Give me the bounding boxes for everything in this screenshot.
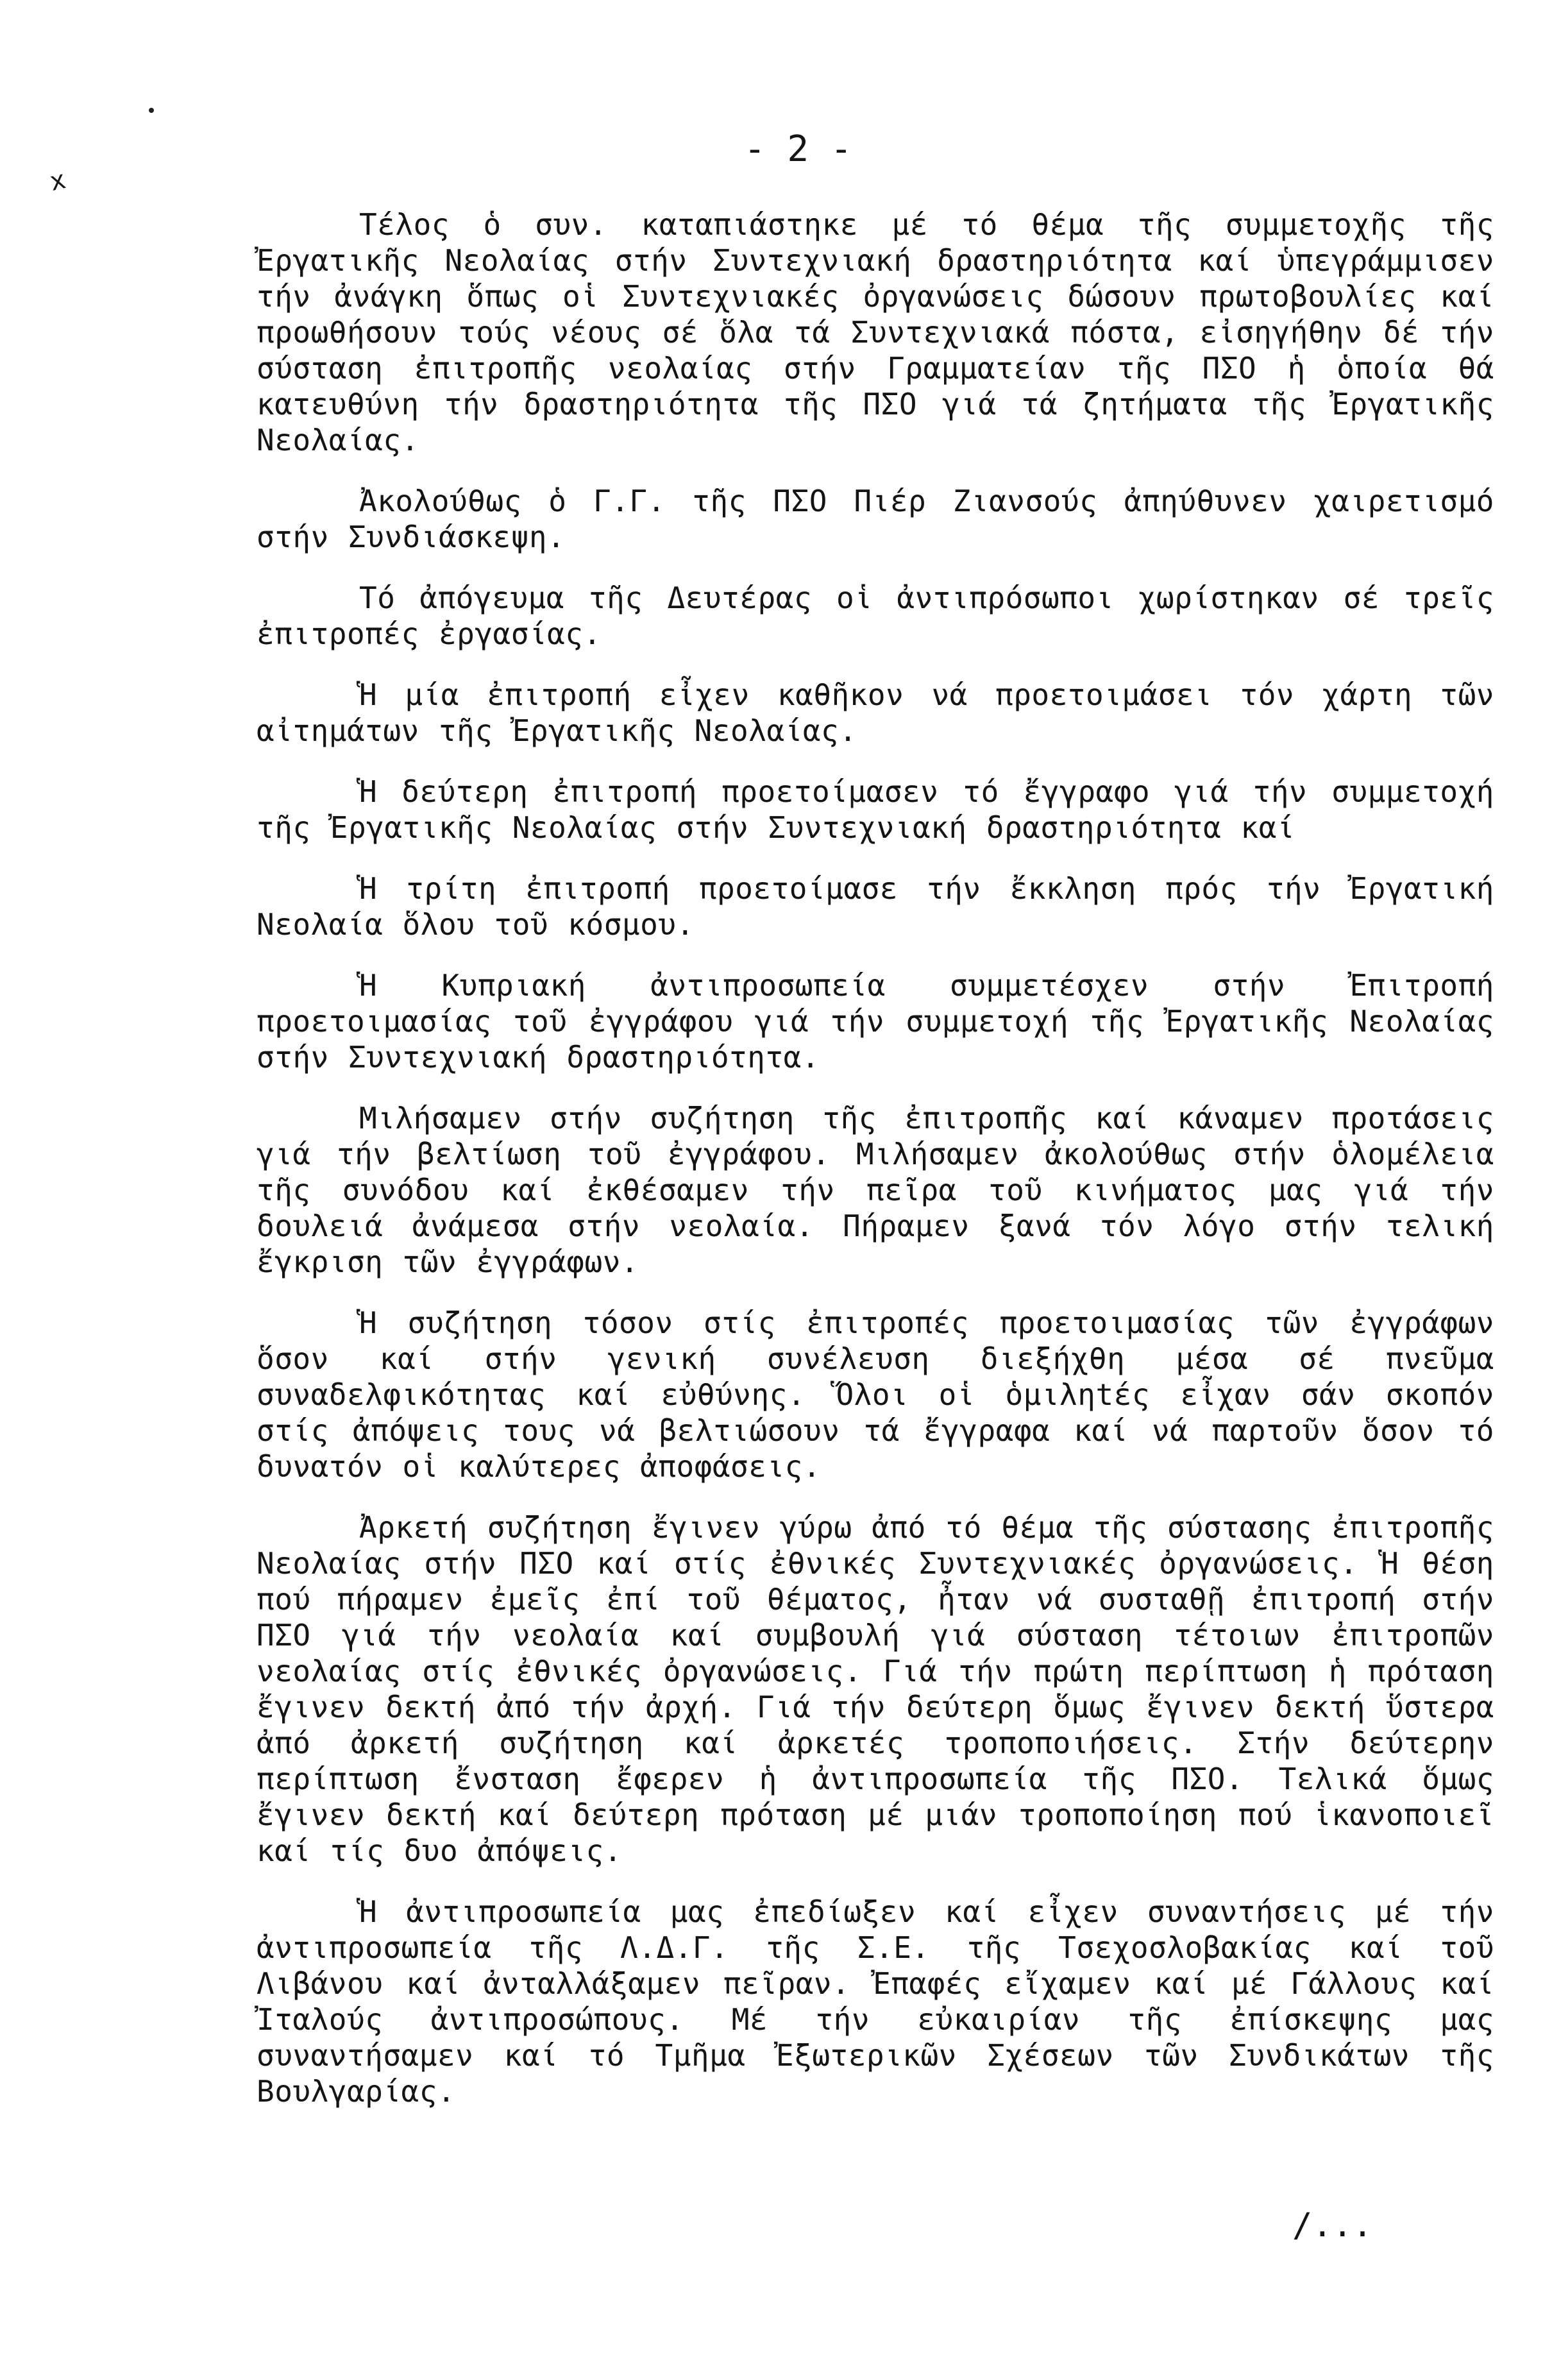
paragraph-7: Ἡ Κυπριακή ἀντιπροσωπεία συμμετέσχεν στήν Ἐπιτροπή προετοιμασίας τοῦ ἐγγράφου γιά τήν συμμετοχή τῆς Ἐργατικῆς Νεολαίας στήν Συντεχνιακή δραστηριότητα. [257,968,1494,1075]
paragraph-9: Ἡ συζήτηση τόσον στίς ἐπιτροπές προετοιμασίας τῶν ἐγγράφων ὅσον καί στήν γενική συνέλευση διεξήχθη μέσα σέ πνεῦμα συναδελφικότητας καί εὐθύνης. Ὅλοι οἱ ὁμιληtές εἶχαν σάν σκοπόν στίς ἀπόψεις τους νά βελτιώσουν τά ἔγγραφα καί νά παρτοῦν ὅσον τό δυνατόν οἱ καλύτερες ἀποφάσεις. [257,1305,1494,1484]
paragraph-6: Ἡ τρίτη ἐπιτροπή προετοίμασε τήν ἔκκληση πρός τήν Ἐργατική Νεολαία ὅλου τοῦ κόσμου. [257,871,1494,942]
paragraph-5: Ἡ δεύτερη ἐπιτροπή προετοίμασεν τό ἔγγραφο γιά τήν συμμετοχή τῆς Ἐργατικῆς Νεολαίας στήν Συντεχνιακή δραστηριότητα καί [257,774,1494,845]
paragraph-11: Ἡ ἀντιπροσωπεία μας ἐπεδίωξεν καί εἶχεν συναντήσεις μέ τήν ἀντιπροσωπεία τῆς Λ.Δ.Γ. τῆς Σ.Ε. τῆς Τσεχοσλοβακίας καί τοῦ Λιβάνου καί ἀνταλλάξαμεν πεῖραν. Ἐπαφές εἴχαμεν καί μέ Γάλλους καί Ἰταλούς ἀντιπροσώπους. Μέ τήν εὐκαιρίαν τῆς ἐπίσκεψης μας συναντήσαμεν καί τό Τμῆμα Ἐξωτερικῶν Σχέσεων τῶν Συνδικάτων τῆς Βουλγαρίας. [257,1894,1494,2109]
paragraph-1: Τέλος ὁ συν. καταπιάστηκε μέ τό θέμα τῆς συμμετοχῆς τῆς Ἐργατικῆς Νεολαίας στήν Συντεχνιακή δραστηριότητα καί ὑπεγράμμισεν τήν ἀνάγκη ὅπως οἱ Συντεχνιακές ὀργανώσεις δώσουν πρωτοβουλίες καί προωθήσουν τούς νέους σέ ὅλα τά Συντεχνιακά πόστα, εἰσηγήθην δέ τήν σύσταση ἐπιτροπῆς νεολαίας στήν Γραμματείαν τῆς ΠΣΟ ἡ ὁποία θά κατευθύνη τήν δραστηριότητα τῆς ΠΣΟ γιά τά ζητήματα τῆς Ἐργατικῆς Νεολαίας. [257,207,1494,457]
paragraph-10: Ἀρκετή συζήτηση ἔγινεν γύρω ἀπό τό θέμα τῆς σύστασης ἐπιτροπῆς Νεολαίας στήν ΠΣΟ καί στίς ἐθνικές Συντεχνιακές ὀργανώσεις. Ἡ θέση πού πήραμεν ἐμεῖς ἐπί τοῦ θέματος, ἦταν νά συσταθῇ ἐπιτροπή στήν ΠΣΟ γιά τήν νεολαία καί συμβουλή γιά σύσταση τέτοιων ἐπιτροπῶν νεολαίας στίς ἐθνικές ὀργανώσεις. Γιά τήν πρώτη περίπτωση ἡ πρόταση ἔγινεν δεκτή ἀπό τήν ἀρχή. Γιά τήν δεύτερη ὅμως ἔγινεν δεκτή ὕστερα ἀπό ἀρκετή συζήτηση καί ἀρκετές τροποποιήσεις. Στήν δεύτερην περίπτωση ἔνσταση ἔφερεν ἡ ἀντιπροσωπεία τῆς ΠΣΟ. Τελικά ὅμως ἔγινεν δεκτή καί δεύτερη πρόταση μέ μιάν τροποποίηση πού ἱκανοποιεῖ καί τίς δυο ἀπόψεις. [257,1510,1494,1868]
paragraph-3: Τό ἀπόγευμα τῆς Δευτέρας οἱ ἀντιπρόσωποι χωρίστηκαν σέ τρεῖς ἐπιτροπές ἐργασίας. [257,581,1494,651]
page-number: - 2 - [744,128,852,170]
ink-dot-mark [149,108,154,113]
continuation-mark: /... [1292,2206,1373,2245]
margin-mark: x [47,164,69,198]
paragraph-4: Ἡ μία ἐπιτροπή εἶχεν καθῆκον νά προετοιμάσει τόν χάρτη τῶν αἰτημάτων τῆς Ἐργατικῆς Νεολαίας. [257,677,1494,748]
paragraph-2: Ἀκολούθως ὁ Γ.Γ. τῆς ΠΣΟ Πιέρ Ζιανσούς ἀπηύθυνεν χαιρετισμό στήν Συνδιάσκεψη. [257,484,1494,554]
paragraph-8: Μιλήσαμεν στήν συζήτηση τῆς ἐπιτροπῆς καί κάναμεν προτάσεις γιά τήν βελτίωση τοῦ ἐγγράφου. Μιλήσαμεν ἀκολούθως στήν ὁλομέλεια τῆς συνόδου καί ἐκθέσαμεν τήν πεῖρα τοῦ κινήματος μας γιά τήν δουλειά ἀνάμεσα στήν νεολαία. Πήραμεν ξανά τόν λόγο στήν τελική ἔγκριση τῶν ἐγγράφων. [257,1101,1494,1279]
document-body [257,207,1494,2134]
